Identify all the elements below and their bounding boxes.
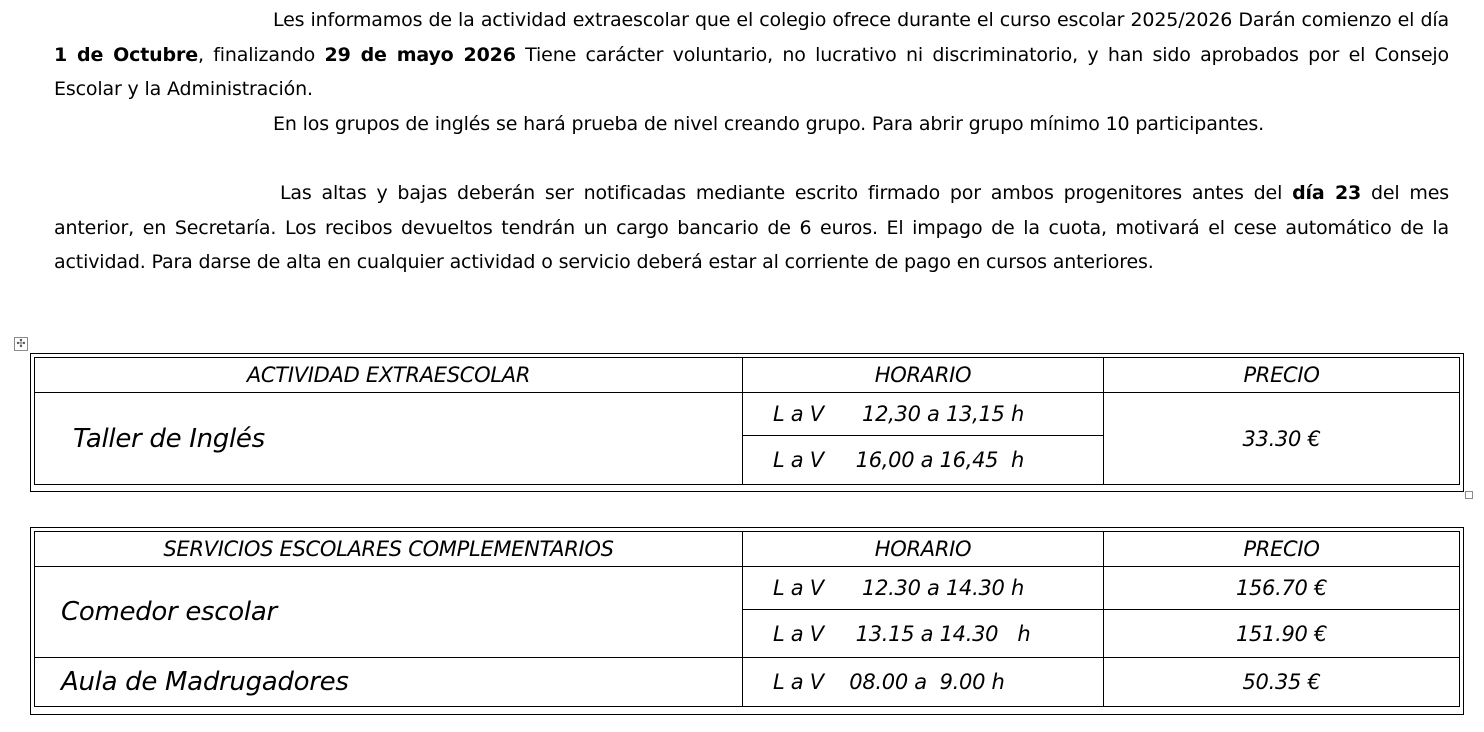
table-header-row [35, 358, 1460, 393]
intro-paragraph-english-groups [54, 107, 1449, 142]
table-row [35, 567, 1460, 610]
header-price: PRECIO [1104, 532, 1460, 567]
activity-name: Taller de Inglés [35, 393, 743, 485]
english-groups-text: En los grupos de inglés se hará prueba de nivel creando grupo. Para abrir grupo mínimo 10 participantes. [273, 113, 1265, 135]
start-date: 1 de Octubre [54, 43, 198, 66]
mid-text: , finalizando [197, 43, 325, 66]
deadline-day: día 23 [1292, 182, 1362, 204]
activity-schedule: L a V 12,30 a 13,15 h [743, 393, 1104, 436]
service-schedule: L a V 12.30 a 14.30 h [743, 567, 1104, 610]
service-schedule: L a V 13.15 a 14.30 h [743, 610, 1104, 658]
enrollment-text-b: del mes anterior, en Secretaría. Los recibos devueltos tendrán un cargo bancario de 6 euros. El impago de la cuota, motivará el cese automático de la actividad. Para darse de alta en cualquier actividad o servicio deberá estar al corriente de pago en cursos anteriores. [54, 182, 1450, 273]
header-schedule: HORARIO [743, 358, 1104, 393]
services-table [30, 527, 1464, 715]
table-header-row [35, 532, 1460, 567]
intro-paragraph-dates [54, 3, 1449, 107]
enrollment-text-a: Las altas y bajas deberán ser notificadas mediante escrito firmado por ambos progenitores antes del [280, 182, 1293, 204]
service-schedule: L a V 08.00 a 9.00 h [743, 658, 1104, 707]
service-name: Comedor escolar [35, 567, 743, 658]
service-name: Aula de Madrugadores [35, 658, 743, 707]
table-row [35, 658, 1460, 707]
service-price: 151.90 € [1104, 610, 1460, 658]
service-price: 50.35 € [1104, 658, 1460, 707]
end-date: 29 de mayo 2026 [324, 43, 516, 66]
header-schedule: HORARIO [743, 532, 1104, 567]
header-service: SERVICIOS ESCOLARES COMPLEMENTARIOS [35, 532, 743, 567]
intro-paragraph-enrollment [54, 176, 1449, 280]
activity-schedule: L a V 16,00 a 16,45 h [743, 436, 1104, 485]
header-price: PRECIO [1104, 358, 1460, 393]
table-row [35, 393, 1460, 436]
service-price: 156.70 € [1104, 567, 1460, 610]
header-activity: ACTIVIDAD EXTRAESCOLAR [35, 358, 743, 393]
activity-price: 33.30 € [1104, 393, 1460, 485]
activities-table [30, 353, 1464, 492]
table-move-handle-icon[interactable]: ✣ [14, 337, 28, 351]
tail-text: Tiene carácter voluntario, no lucrativo ni discriminatorio, y han sido aprobados por el Consejo Escolar y la Administración. [54, 43, 1449, 100]
intro-lead-text: Les informamos de la actividad extraescolar que el colegio ofrece durante el curso escolar 2025/2026 [273, 9, 1233, 31]
table-resize-handle[interactable] [1465, 491, 1473, 499]
start-text: Darán comienzo el día [1238, 9, 1449, 31]
